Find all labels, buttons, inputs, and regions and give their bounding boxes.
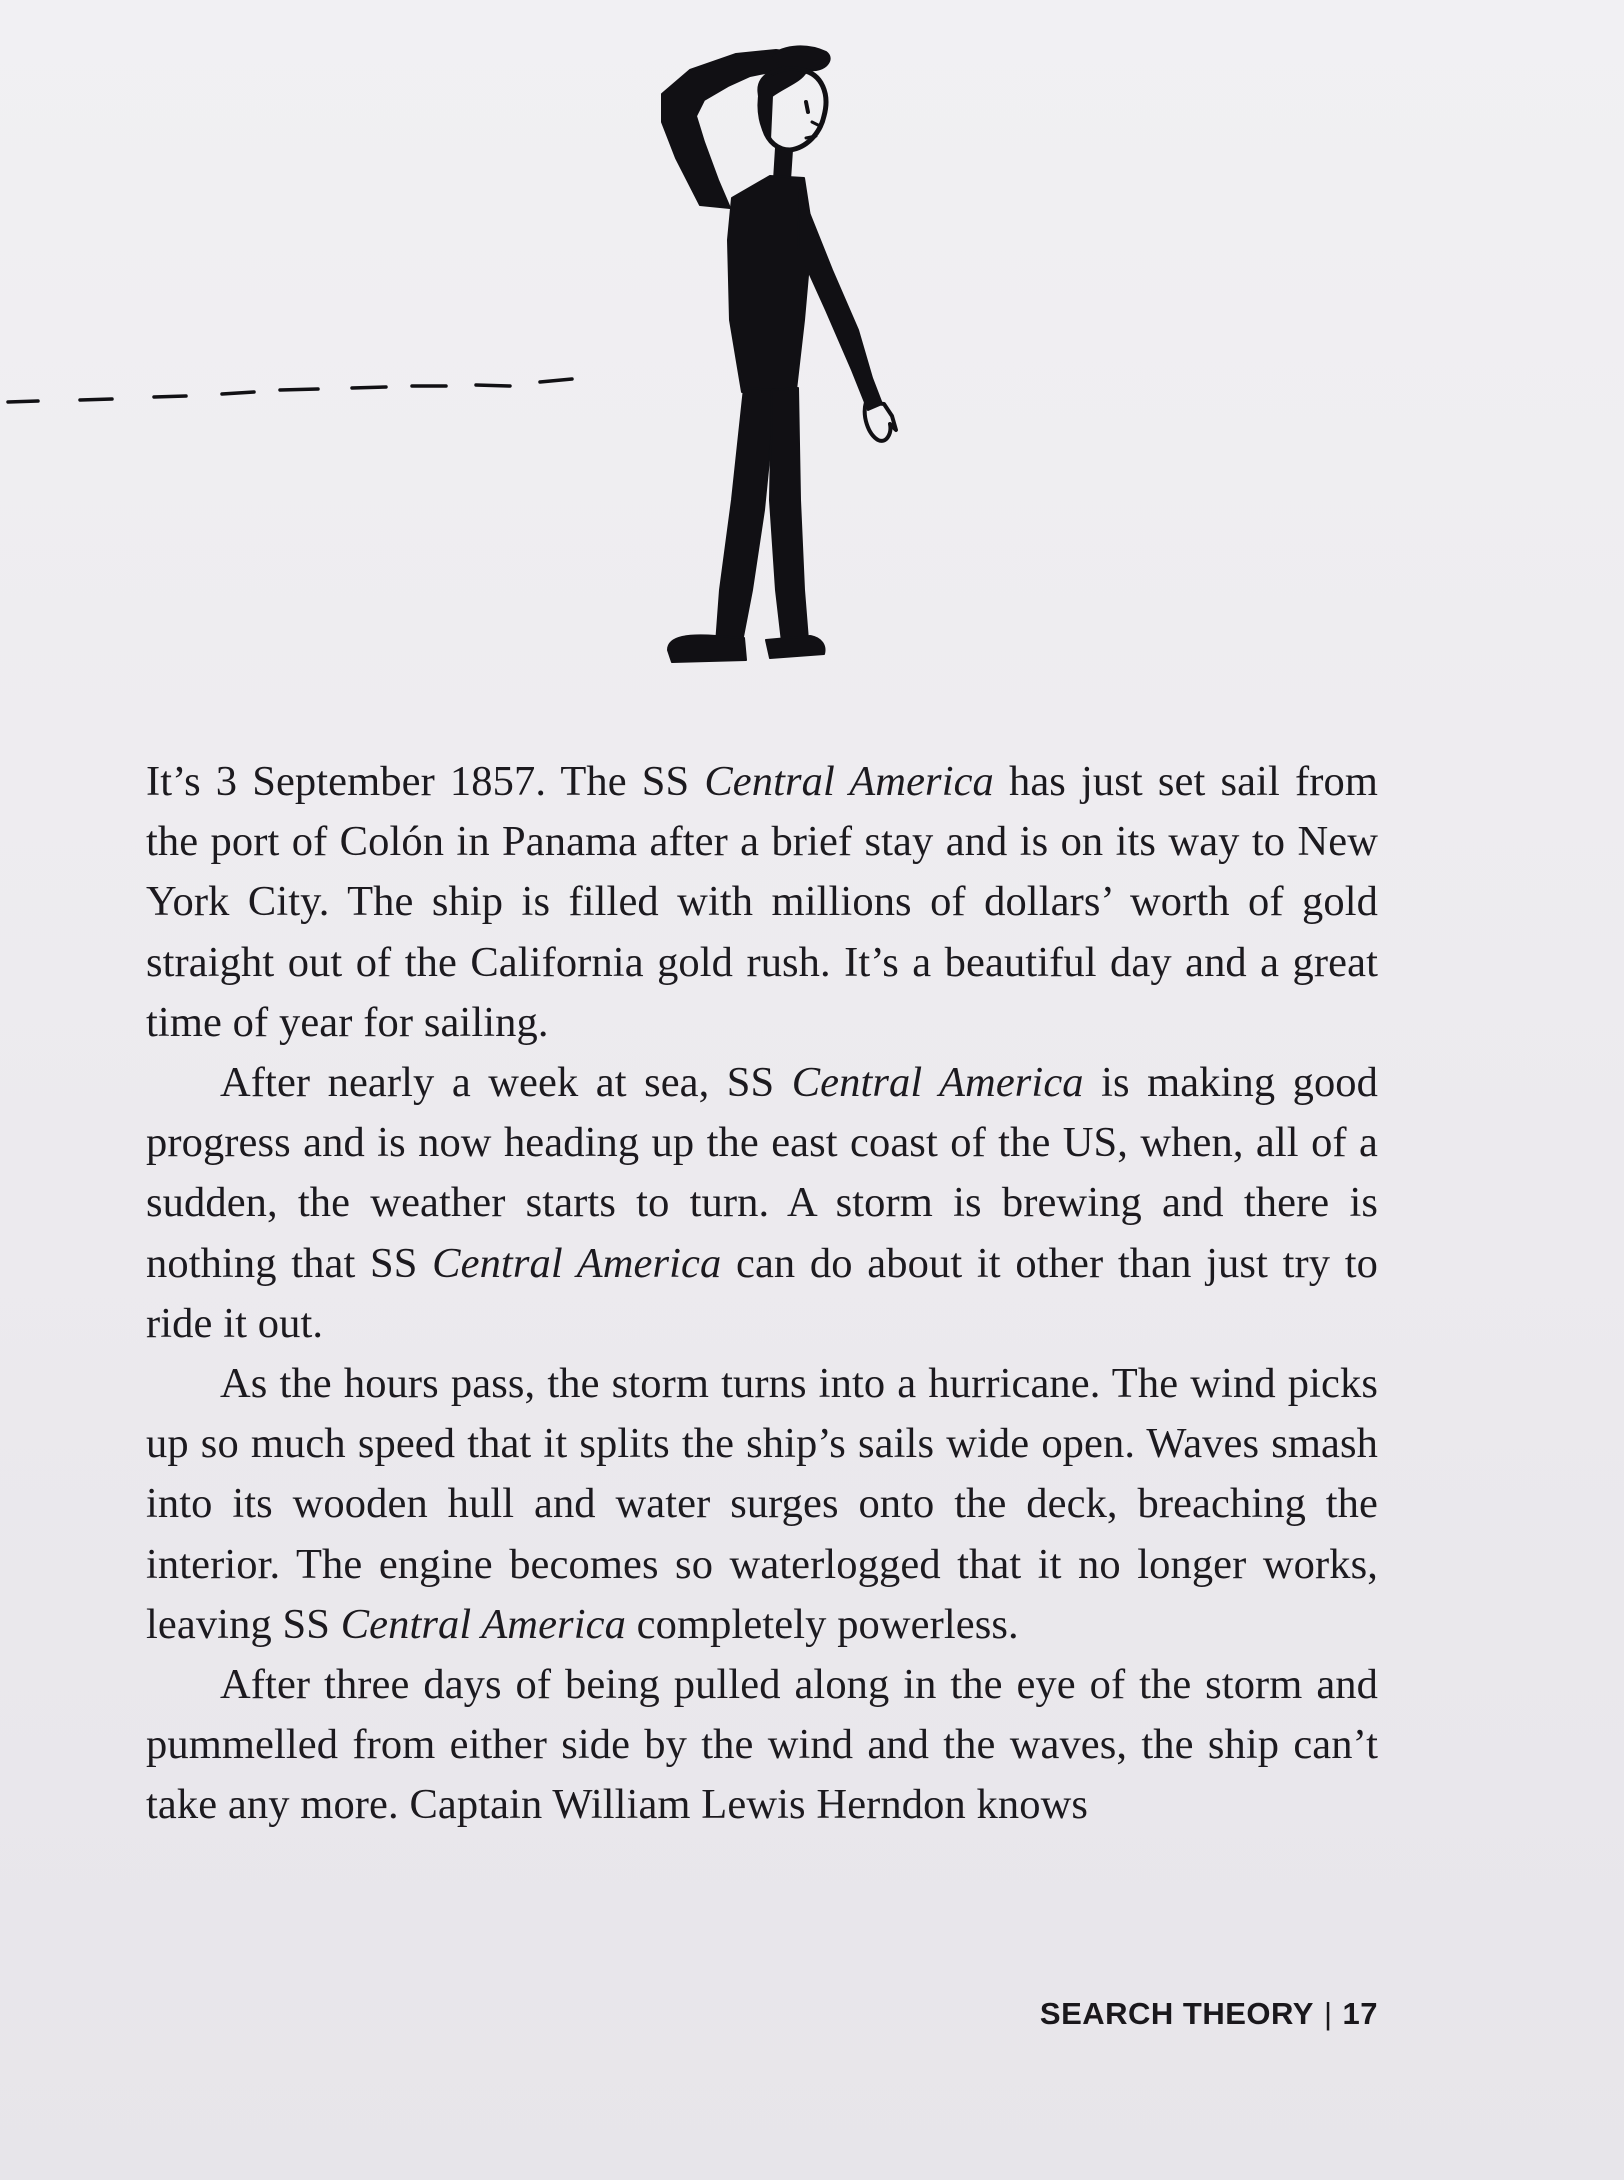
paragraph xyxy=(146,1053,1378,1354)
italic-ship-name: Central America xyxy=(704,758,994,805)
page-number: 17 xyxy=(1342,1996,1378,2031)
paragraph xyxy=(146,1655,1378,1836)
text-run: It’s 3 September 1857. The SS xyxy=(146,758,705,805)
text-run: can do about it other than just try to ride it out. xyxy=(146,1239,1379,1347)
section-title: SEARCH THEORY xyxy=(1039,1996,1314,2031)
text-run: has just set sail from the port of Colón in Panama after a brief stay and is on its way to New York City. The ship is filled with millions of dollars’ worth of gold straight out of the California gold rush. It’s a beautiful day and a great time of year for sailing. xyxy=(146,758,1378,1046)
paragraph xyxy=(146,1354,1378,1655)
text-run: After three days of being pulled along in the eye of the storm and pummelled from either side by the wind and the waves, the ship can’t take any more. Captain William Lewis Herndon knows xyxy=(146,1661,1378,1829)
text-run: As the hours pass, the storm turns into a hurricane. The wind picks up so much speed that it splits the ship’s sails wide open. Waves smash into its wooden hull and water surges onto the deck, breaching the interior. The engine becomes so waterlogged that it no longer works, leaving SS xyxy=(146,1360,1378,1648)
lookout-figure xyxy=(662,46,896,662)
italic-ship-name: Central America xyxy=(791,1059,1084,1107)
italic-ship-name: Central America xyxy=(432,1239,722,1287)
dashed-sightline xyxy=(8,379,572,402)
running-footer xyxy=(1040,1996,1378,2032)
paragraph xyxy=(146,752,1378,1053)
italic-ship-name: Central America xyxy=(340,1600,626,1648)
stick-figure-lookout-icon xyxy=(0,30,1000,690)
footer-separator: | xyxy=(1323,1996,1333,2031)
body-text xyxy=(146,752,1378,1836)
text-run: completely powerless. xyxy=(625,1600,1019,1648)
text-run: is making good progress and is now heading up the east coast of the US, when, all of a sudden, the weather starts to turn. A storm is brewing and there is nothing that SS xyxy=(146,1059,1379,1287)
text-run: After nearly a week at sea, SS xyxy=(220,1059,792,1107)
